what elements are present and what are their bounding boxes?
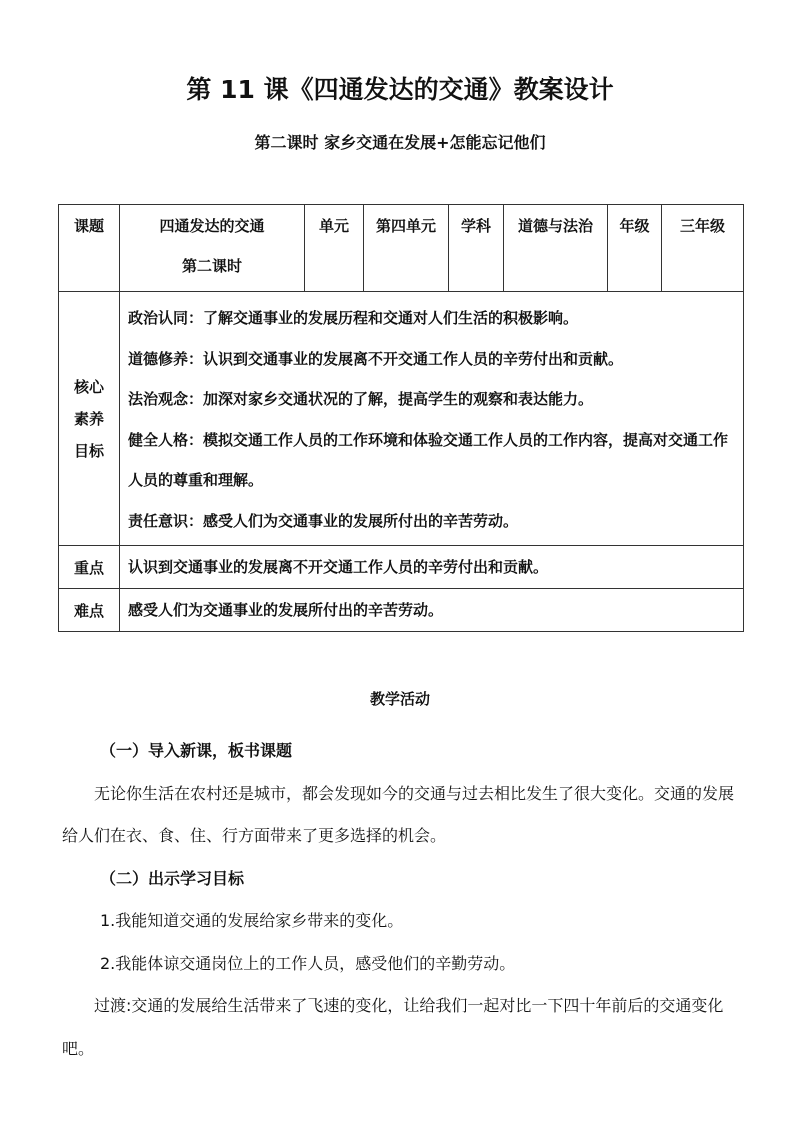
activities-title: 教学活动 — [369, 690, 430, 708]
grade-value: 三年级 — [662, 205, 744, 292]
key-point-content: 认识到交通事业的发展离不开交通工作人员的辛劳付出和贡献。 — [120, 546, 744, 589]
activities-body — [62, 730, 742, 1070]
goal-item: 健全人格：模拟交通工作人员的工作环境和体验交通工作人员的工作内容，提高对交通工作人员的尊重和理解。 — [128, 430, 729, 489]
key-point-label: 重点 — [59, 546, 120, 589]
label-subject: 学科 — [449, 205, 504, 292]
lesson-info-table — [58, 204, 744, 632]
learning-goal: 2.我能体谅交通岗位上的工作人员，感受他们的辛勤劳动。 — [100, 953, 516, 973]
header-row — [59, 205, 744, 292]
unit-value: 第四单元 — [364, 205, 449, 292]
goal-item: 法治观念：加深对家乡交通状况的了解，提高学生的观察和表达能力。 — [128, 390, 594, 408]
learning-goal: 1.我能知道交通的发展给家乡带来的变化。 — [100, 911, 404, 930]
difficult-point-row — [59, 589, 744, 632]
paragraph: 无论你生活在农村还是城市，都会发现如今的交通与过去相比发生了很大变化。交通的发展给人们在衣、食、住、行方面带来了更多选择的机会。 — [62, 783, 735, 845]
goal-item: 政治认同：了解交通事业的发展历程和交通对人们生活的积极影响。 — [128, 309, 579, 327]
label-grade: 年级 — [608, 205, 662, 292]
goal-item: 责任意识：感受人们为交通事业的发展所付出的辛苦劳动。 — [128, 511, 519, 530]
label-course: 课题 — [59, 205, 120, 292]
section-heading: （一）导入新课，板书课题 — [100, 741, 293, 760]
document-title: 第 11 课《四通发达的交通》教案设计 — [186, 75, 614, 104]
difficult-point-label: 难点 — [59, 589, 120, 632]
core-label-line: 素养 — [73, 409, 104, 428]
label-unit: 单元 — [305, 205, 364, 292]
core-goals-row — [59, 292, 744, 546]
course-period: 第二课时 — [181, 257, 242, 275]
key-point-row — [59, 546, 744, 589]
course-name: 四通发达的交通 — [159, 217, 265, 235]
core-goals-content — [120, 292, 744, 546]
transition-paragraph: 过渡:交通的发展给生活带来了飞速的变化，让给我们一起对比一下四十年前后的交通变化吧。 — [62, 996, 724, 1058]
core-goals-label — [59, 292, 120, 546]
goal-item: 道德修养：认识到交通事业的发展离不开交通工作人员的辛劳付出和贡献。 — [128, 349, 624, 368]
document-subtitle: 第二课时 家乡交通在发展+怎能忘记他们 — [254, 133, 546, 152]
difficult-point-content: 感受人们为交通事业的发展所付出的辛苦劳动。 — [120, 589, 744, 632]
course-name-cell — [120, 205, 305, 292]
core-label-line: 目标 — [73, 441, 104, 460]
section-heading: （二）出示学习目标 — [100, 868, 245, 888]
core-label-line: 核心 — [73, 377, 104, 396]
subject-value: 道德与法治 — [504, 205, 608, 292]
